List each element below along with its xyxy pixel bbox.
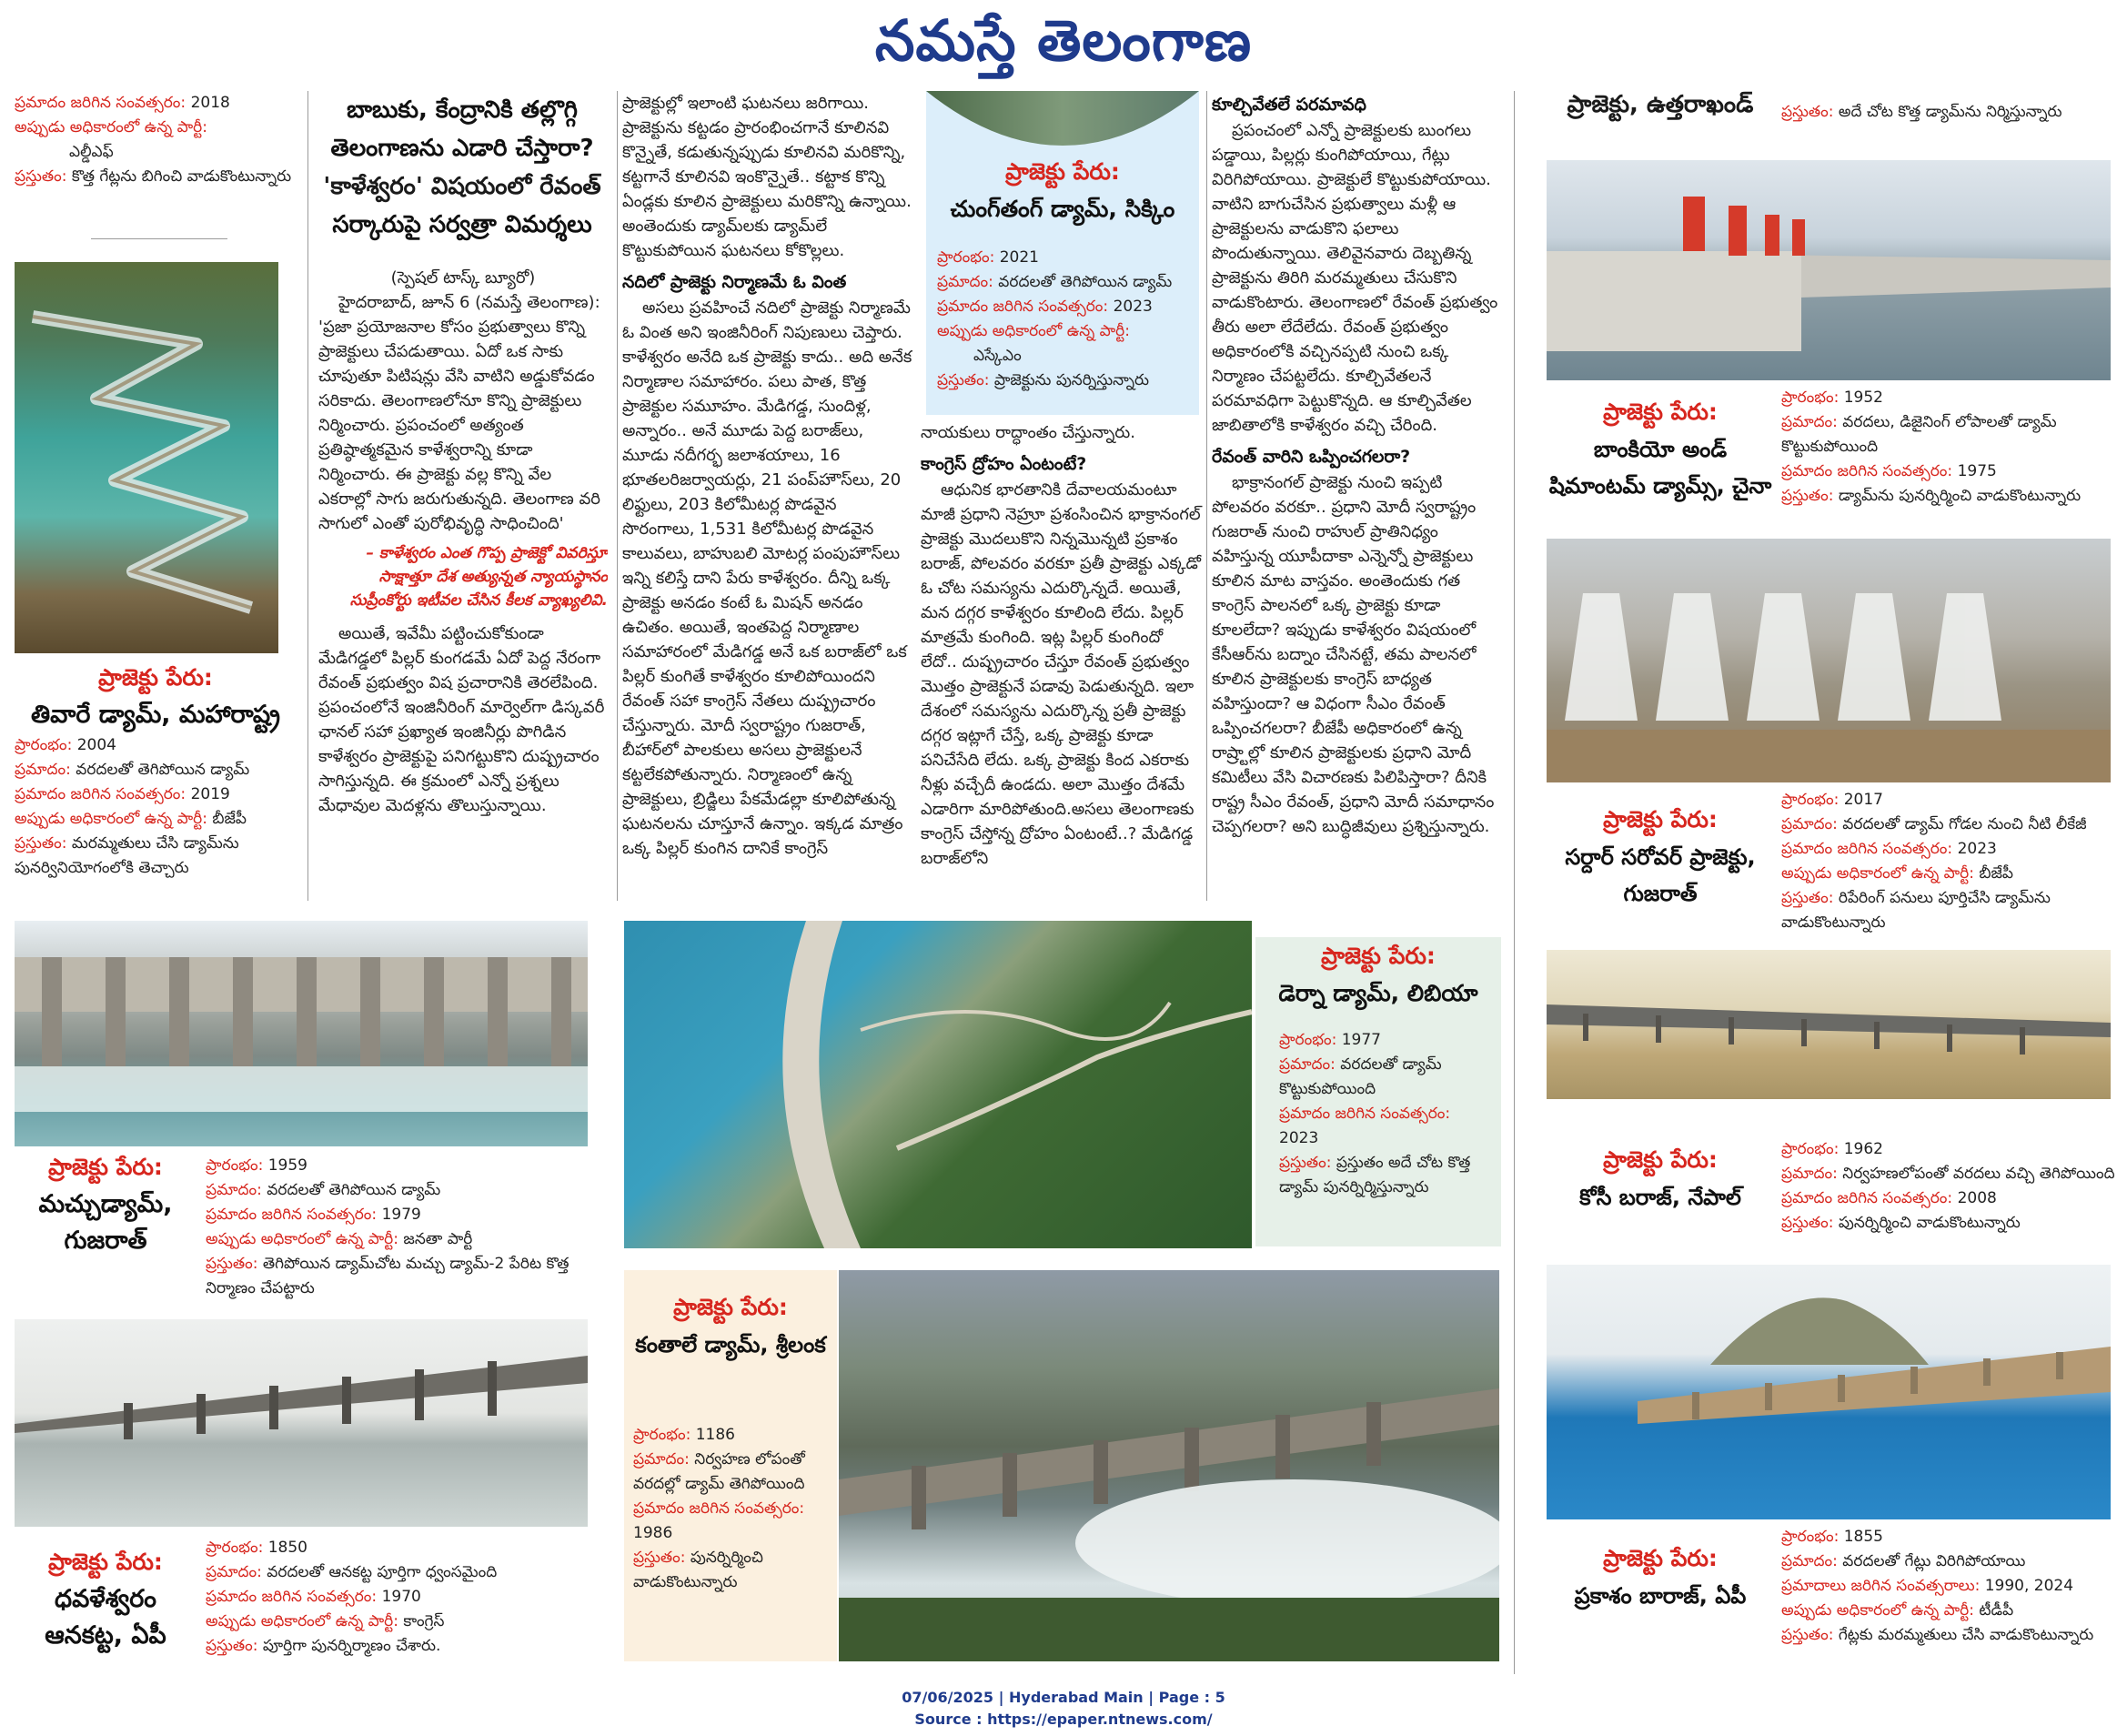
party-value: టీడీపీ bbox=[1979, 1601, 2014, 1620]
column-divider bbox=[307, 91, 308, 901]
accident-value: వరదలతో తెగిపోయిన డ్యామ్ bbox=[76, 761, 250, 779]
article-paragraph: ప్రపంచంలో ఎన్నో ప్రాజెక్టులకు బుంగలు పడ్డాయి, పిల్లర్లు కుంగిపోయాయి, గేట్లు విరిగిపోయాయి. ప్రాజెక్టులే కొట్టుకుపోయాయి. వాటిని బాగుచేసిన ప్రభుత్వాలు మళ్లీ ఆ ప్రాజెక్టులను వాడుకొని ఫలాలు పొందుతున్నాయి. తెలివైనవారు దెబ్బతిన్న ప్రాజెక్టును తిరిగి మరమ్మతులు చేసుకొని వాడుకొంటారు. తెలంగాణలో రేవంత్ ప్రభుత్వం తీరు అలా లేదేలేదు. రేవంత్ ప్రభుత్వం అధికారంలోకి వచ్చినప్పటి నుంచి ఒక్క నిర్మాణం చేపట్టలేదు. కూల్చివేతలనే పరమావధిగా పెట్టుకొన్నది. ఆ కూల్చివేతల జాబితాలోకి కాళేశ్వరం వచ్చి చేరింది. bbox=[1212, 121, 1498, 435]
present-label: ప్రస్తుతం: bbox=[937, 371, 990, 389]
year-label: ప్రమాదాలు జరిగిన సంవత్సరాలు: bbox=[1781, 1577, 1981, 1595]
project-name-label: ప్రాజెక్టు పేరు: bbox=[673, 1294, 788, 1320]
start-label: ప్రారంభం: bbox=[206, 1539, 264, 1557]
start-label: ప్రారంభం: bbox=[937, 248, 995, 267]
prakasam-barrage-photo bbox=[1547, 1265, 2111, 1519]
project-name: మచ్చుడ్యామ్, గుజరాత్ bbox=[38, 1190, 173, 1255]
start-label: ప్రారంభం: bbox=[633, 1426, 691, 1444]
present-value: పూర్తిగా పునర్నిర్మాణం చేశారు. bbox=[262, 1637, 441, 1655]
kantale-info-box bbox=[624, 1270, 837, 1661]
accident-label: ప్రమాదం: bbox=[15, 761, 71, 779]
year-value: 2023 bbox=[1957, 840, 1997, 858]
article-paragraph: హైదరాబాద్, జూన్ 6 (నమస్తే తెలంగాణ): 'ప్రజా ప్రయోజనాల కోసం ప్రభుత్వాలు కొన్ని ప్రాజెక్టులు చేపడుతాయి. ఏదో ఒక సాకు చూపుతూ పిటిషన్లు వేసి వాటిని అడ్డుకోవడం సరికాదు. తెలంగాణలోనూ కొన్ని ప్రాజెక్టులు నిర్మించారు. ప్రపంచంలో అత్యంత ప్రతిష్ఠాత్మకమైన కాళేశ్వరాన్ని కూడా నిర్మించారు. ఈ ప్రాజెక్టు వల్ల కొన్ని వేల ఎకరాల్లో సాగు జరుగుతున్నది. తెలంగాణ వరి సాగులో ఎంతో పురోభివృద్ధి సాధించింది' bbox=[318, 293, 600, 533]
masthead bbox=[0, 4, 2127, 91]
accident-label: ప్రమాదం: bbox=[937, 273, 993, 291]
article-col5 bbox=[1212, 91, 1505, 903]
chungthang-photo bbox=[926, 91, 1199, 146]
start-value: 1959 bbox=[267, 1156, 307, 1175]
accident-value: వరదలతో తెగిపోయిన డ్యామ్ bbox=[267, 1181, 441, 1199]
start-value: 1186 bbox=[695, 1426, 735, 1444]
start-value: 1850 bbox=[267, 1539, 307, 1557]
start-label: ప్రారంభం: bbox=[1279, 1031, 1337, 1049]
article-col2 bbox=[318, 266, 608, 903]
value: 2018 bbox=[190, 94, 230, 112]
accident-label: ప్రమాదం: bbox=[1279, 1055, 1336, 1074]
uttarakhand-snippet bbox=[1547, 87, 2125, 142]
accident-label: ప్రమాదం: bbox=[1781, 815, 1838, 833]
year-value: 2008 bbox=[1957, 1189, 1997, 1207]
party-label: అప్పుడు అధికారంలో ఉన్న పార్టీ: bbox=[206, 1612, 398, 1630]
headline-line-1: బాబుకు, కేంద్రానికి తల్లొగ్గి bbox=[347, 96, 578, 124]
year-label: ప్రమాదం జరిగిన సంవత్సరం: bbox=[633, 1499, 805, 1518]
year-label: ప్రమాదం జరిగిన సంవత్సరం: bbox=[1781, 462, 1953, 480]
subheading: నదిలో ప్రాజెక్టు నిర్మాణమే ఓ వింత bbox=[622, 272, 847, 292]
present-label: ప్రస్తుతం: bbox=[206, 1255, 258, 1273]
dhavaleswaram-photo bbox=[15, 1319, 588, 1527]
project-name-label: ప్రాజెక్టు పేరు: bbox=[1603, 806, 1718, 833]
present-value: రిపేరింగ్ పనులు పూర్తిచేసి డ్యామ్‌ను వాడుకొంటున్నారు bbox=[1781, 889, 2051, 932]
project-name: తివారే డ్యామ్, మహారాష్ట్ర bbox=[30, 701, 281, 729]
article-paragraph: ఆధునిక భారతానికి దేవాలయమంటూ మాజీ ప్రధాని నెహ్రూ ప్రశంసించిన భాక్రానంగల్ ప్రాజెక్టు మొదలుకొని నిన్నమొన్నటి ప్రకాశం బరాజ్, పోలవరం వరకూ ప్రతీ ప్రాజెక్టు ఎక్కడో ఓ చోట సమస్యను ఎదుర్కొన్నదే. అయితే, మన దగ్గర కాళేశ్వరం కూలింది లేదు. పిల్లర్ మాత్రమే కుంగింది. ఇట్ల పిల్లర్ కుంగిందో లేదో.. దుష్ప్రచారం చేస్తూ రేవంత్ ప్రభుత్వం మొత్తం ప్రాజెక్టునే పడావు పెడుతున్నది. ఇలా దేశంలో సమస్యను ఎదుర్కొన్న ప్రతీ ప్రాజెక్టు దగ్గర ఇట్లాగే చేస్తే, ఒక్క ప్రాజెక్టు కూడా పనిచేసేది లేదు. ఒక్క ప్రాజెక్టు కింద ఎకరాకు నీళ్లు వచ్చేదీ ఉండదు. అలా మొత్తం దేశమే ఎడారిగా మారిపోతుంది.అసలు తెలంగాణకు కాంగ్రెస్ చేస్తోన్న ద్రోహం ఏంటంటే..? మేడిగడ్డ బరాజ్‌లోని bbox=[921, 480, 1202, 868]
year-value: 1975 bbox=[1957, 462, 1997, 480]
present-value: ప్రస్తుతం అదే చోట కొత్త డ్యామ్ పునర్నిర్మిస్తున్నారు bbox=[1279, 1154, 1471, 1196]
project-name-label: ప్రాజెక్టు పేరు: bbox=[1005, 158, 1120, 185]
article-paragraph: అసలు ప్రవహించే నదిలో ప్రాజెక్టు నిర్మాణమే ఓ వింత అని ఇంజినీరింగ్ నిపుణులు చెప్తారు. కాళేశ్వరం అనేది ఒక ప్రాజెక్టు కాదు.. అది అనేక నిర్మాణాల సమాహారం. పలు పాత, కొత్త ప్రాజెక్టుల సమూహం. మేడిగడ్డ, సుందిళ్ల, అన్నారం.. అనే మూడు పెద్ద బరాజ్‌లు, మూడు నదీగర్భ జలాశయాలు, 16 భూతలరిజర్వాయర్లు, 21 పంప్‌హౌస్‌లు, 20 లిఫ్టులు, 203 కిలోమీటర్ల పొడవైన సొరంగాలు, 1,531 కిలోమీటర్ల పొడవైన కాలువలు, బాహుబలి మోటర్ల పంపుహౌస్‌లు ఇన్ని కలిస్తే దాని పేరు కాళేశ్వరం. దీన్ని ఒక్క ప్రాజెక్టు అనడం కంటే ఓ మిషన్ అనడం ఉచితం. అయితే, ఇంతపెద్ద నిర్మాణాల సమాహారంలో మేడిగడ్డ అనే ఒక బరాజ్‌లో ఒక పిల్లర్ కుంగితే కాళేశ్వరం కూలిపోయిందని రేవంత్ సహా కాంగ్రెస్ నేతలు దుష్ప్రచారం చేస్తున్నారు. మోదీ స్వరాష్ట్రం గుజరాత్, బీహార్‌లో పాలకులు అసలు ప్రాజెక్టులనే కట్టలేకపోతున్నారు. నిర్మాణంలో ఉన్న ప్రాజెక్టులు, బ్రిడ్జిలు పేకమేడల్లా కూలిపోతున్న ఘటనలను చూస్తూనే ఉన్నాం. ఇక్కడ మాత్రం ఒక్క పిల్లర్ కుంగిన దానికే కాంగ్రెస్ bbox=[622, 298, 912, 858]
subheading: రేవంత్ వారిని ఒప్పించగలరా? bbox=[1212, 447, 1411, 467]
project-name: డెర్నా డ్యామ్, లిబియా bbox=[1278, 980, 1478, 1006]
project-name: ధవళేశ్వరం ఆనకట్ట, ఏపీ bbox=[45, 1585, 166, 1650]
derna-info-box bbox=[1255, 937, 1501, 1246]
dhavaleswaram-info-box bbox=[15, 1536, 588, 1672]
subheading: కూల్చివేతలే పరమావధి bbox=[1212, 95, 1366, 115]
article-col4-lower bbox=[921, 420, 1203, 903]
accident-label: ప్రమాదం: bbox=[206, 1181, 262, 1199]
start-label: ప్రారంభం: bbox=[15, 736, 73, 754]
start-value: 1962 bbox=[1843, 1140, 1883, 1158]
start-value: 1952 bbox=[1843, 389, 1883, 407]
accident-value: వరదలు, డిజైనింగ్ లోపాలతో డ్యామ్ కొట్టుకుపోయింది bbox=[1781, 413, 2057, 456]
start-label: ప్రారంభం: bbox=[206, 1156, 264, 1175]
accident-value: వరదలతో గేట్లు విరిగిపోయాయి bbox=[1842, 1552, 2026, 1570]
pull-quote: – కాళేశ్వరం ఎంత గొప్ప ప్రాజెక్టో వివరిస్తూ సాక్షాత్తూ దేశ అత్యున్నత న్యాయస్థానం సుప్రీంకోర్టు ఇటీవల చేసిన కీలక వ్యాఖ్యలివి. bbox=[349, 544, 608, 610]
year-value: 1990, 2024 bbox=[1984, 1577, 2074, 1595]
party-value: ఎస్కేఎం bbox=[973, 347, 1022, 365]
column-divider bbox=[1206, 91, 1207, 901]
start-value: 1855 bbox=[1843, 1528, 1883, 1546]
accident-value: వరదలతో డ్యామ్ కొట్టుకుపోయింది bbox=[1279, 1055, 1442, 1098]
party-label: అప్పుడు అధికారంలో ఉన్న పార్టీ: bbox=[937, 322, 1130, 340]
present-label: ప్రస్తుతం: bbox=[633, 1549, 686, 1567]
party-value: బీజేపీ bbox=[212, 810, 247, 828]
year-label: ప్రమాదం జరిగిన సంవత్సరం: bbox=[937, 298, 1109, 316]
accident-value: నిర్వహణ లోపంతో వరదల్లో డ్యామ్ తెగిపోయింది bbox=[633, 1450, 805, 1493]
col1-top-info bbox=[15, 91, 297, 237]
start-value: 1977 bbox=[1341, 1031, 1381, 1049]
year-value: 1970 bbox=[381, 1588, 421, 1606]
year-label: ప్రమాదం జరిగిన సంవత్సరం: bbox=[206, 1588, 378, 1606]
column-divider bbox=[1514, 91, 1515, 1674]
present-label: ప్రస్తుతం: bbox=[1781, 1626, 1834, 1644]
headline-line-2: తెలంగాణను ఎడారి చేస్తారా? bbox=[330, 135, 594, 162]
start-label: ప్రారంభం: bbox=[1781, 389, 1840, 407]
accident-label: ప్రమాదం: bbox=[1781, 1552, 1838, 1570]
year-label: ప్రమాదం జరిగిన సంవత్సరం: bbox=[206, 1206, 378, 1224]
party-label: అప్పుడు అధికారంలో ఉన్న పార్టీ: bbox=[15, 810, 207, 828]
present-value: తెగిపోయిన డ్యామ్‌చోట మచ్చు డ్యామ్-2 పేరిట కొత్త నిర్మాణం చేపట్టారు bbox=[206, 1255, 570, 1297]
project-name-label: ప్రాజెక్టు పేరు: bbox=[98, 664, 213, 691]
project-name-tail: ప్రాజెక్టు, ఉత్తరాఖండ్ bbox=[1567, 91, 1754, 118]
column-divider bbox=[617, 91, 618, 901]
article-paragraph: భాక్రానంగల్ ప్రాజెక్టు నుంచి ఇప్పటి పోలవరం వరకూ.. ప్రధాని మోదీ స్వరాష్ట్రం గుజరాత్ నుంచి రాహుల్ ప్రాతినిధ్యం వహిస్తున్న యూపీదాకా ఎన్నెన్నో ప్రాజెక్టులు కూలిన మాట వాస్తవం. అంతెందుకు గత కాంగ్రెస్ పాలనలో ఒక్క ప్రాజెక్టు కూడా కూలలేదా? ఇప్పుడు కాళేశ్వరం విషయంలో కేసీఆర్‌ను బద్నాం చేసినట్టే, తమ పాలనలో కూలిన ప్రాజెక్టులకు కాంగ్రెస్ బాధ్యత వహిస్తుందా? ఆ విధంగా సీఎం రేవంత్ ఒప్పించగలరా? బీజేపీ అధికారంలో ఉన్న రాష్ర్టాల్లో కూలిన ప్రాజెక్టులకు ప్రధాని మోదీ కమిటీలు వేసి విచారణకు పిలిపిస్తారా? దీనికి రాష్ట్ర సీఎం రేవంత్, ప్రధాని మోదీ సమాధానం చెప్పగలరా? అని బుద్ధిజీవులు ప్రశ్నిస్తున్నారు. bbox=[1212, 473, 1495, 836]
kantale-dam-photo bbox=[839, 1270, 1499, 1661]
present-label: ప్రస్తుతం: bbox=[206, 1637, 258, 1655]
project-name-label: ప్రాజెక్టు పేరు: bbox=[48, 1549, 163, 1575]
present-value: పునర్నిర్మించి వాడుకొంటున్నారు bbox=[633, 1549, 763, 1591]
headline-box bbox=[317, 91, 608, 253]
accident-label: ప్రమాదం: bbox=[206, 1563, 262, 1581]
present-value: ప్రాజెక్టును పునర్నిస్తున్నారు bbox=[993, 371, 1150, 389]
project-name: సర్దార్ సరోవర్ ప్రాజెక్టు, గుజరాత్ bbox=[1565, 844, 1756, 906]
present-value: పునర్నిర్మించి వాడుకొంటున్నారు bbox=[1838, 1214, 2021, 1232]
year-value: 2023 bbox=[1279, 1129, 1319, 1147]
start-label: ప్రారంభం: bbox=[1781, 1140, 1840, 1158]
machhu-info-box bbox=[15, 1154, 588, 1299]
present-label: ప్రస్తుతం: bbox=[1781, 487, 1834, 505]
banqiao-dam-photo bbox=[1547, 160, 2111, 380]
year-value: 1986 bbox=[633, 1524, 673, 1542]
headline-line-3: 'కాళేశ్వరం' విషయంలో రేవంత్ bbox=[323, 173, 601, 200]
kosi-barrage-photo bbox=[1547, 950, 2111, 1099]
project-name-label: ప్రాజెక్టు పేరు: bbox=[48, 1154, 163, 1180]
sardar-sarovar-info-box bbox=[1547, 788, 2125, 934]
year-label: ప్రమాదం జరిగిన సంవత్సరం: bbox=[1279, 1105, 1451, 1123]
project-name-label: ప్రాజెక్టు పేరు: bbox=[1321, 943, 1436, 969]
value: కొత్త గేట్లను బిగించి వాడుకొంటున్నారు bbox=[71, 167, 292, 186]
present-label: ప్రస్తుతం: bbox=[15, 834, 67, 853]
byline: (స్పెషల్ టాస్క్ బ్యూరో) bbox=[390, 268, 536, 288]
label: ప్రస్తుతం: bbox=[15, 167, 67, 186]
accident-value: వరదలతో ఆనకట్ట పూర్తిగా ధ్వంసమైంది bbox=[267, 1563, 498, 1581]
label: ప్రమాదం జరిగిన సంవత్సరం: bbox=[15, 94, 186, 112]
present-value: గేట్లకు మరమ్మతులు చేసి వాడుకొంటున్నారు bbox=[1838, 1626, 2094, 1644]
sardar-sarovar-photo bbox=[1547, 539, 2111, 782]
project-name-label: ప్రాజెక్టు పేరు: bbox=[1603, 1545, 1718, 1571]
start-value: 2017 bbox=[1843, 791, 1883, 809]
start-label: ప్రారంభం: bbox=[1781, 1528, 1840, 1546]
start-value: 2004 bbox=[76, 736, 116, 754]
present-value: అదే చోట కొత్త డ్యామ్‌ను నిర్మిస్తున్నారు bbox=[1838, 103, 2062, 121]
article-paragraph: నాయకులు రాద్ధాంతం చేస్తున్నారు. bbox=[921, 423, 1136, 442]
accident-label: ప్రమాదం: bbox=[633, 1450, 690, 1469]
present-label: ప్రస్తుతం: bbox=[1781, 1214, 1834, 1232]
value: ఎల్డీఎఫ్ bbox=[69, 143, 114, 161]
year-value: 2019 bbox=[190, 785, 230, 803]
machhu-dam-photo bbox=[15, 921, 588, 1146]
footer-date-line: 07/06/2025 | Hyderabad Main | Page : 5 bbox=[902, 1689, 1225, 1706]
start-value: 2021 bbox=[999, 248, 1039, 267]
year-label: ప్రమాదం జరిగిన సంవత్సరం: bbox=[15, 785, 186, 803]
present-label: ప్రస్తుతం: bbox=[1781, 889, 1834, 907]
year-label: ప్రమాదం జరిగిన సంవత్సరం: bbox=[1781, 1189, 1953, 1207]
party-value: బీజేపీ bbox=[1979, 864, 2014, 883]
party-label: అప్పుడు అధికారంలో ఉన్న పార్టీ: bbox=[1781, 864, 1974, 883]
tiware-info-box bbox=[15, 664, 297, 901]
headline-line-4: సర్కారుపై సర్వత్రా విమర్శలు bbox=[332, 211, 592, 238]
project-name: ప్రకాశం బారాజ్, ఏపీ bbox=[1574, 1583, 1747, 1609]
article-col3 bbox=[622, 91, 913, 903]
present-label: ప్రస్తుతం: bbox=[1781, 103, 1834, 121]
year-value: 2023 bbox=[1113, 298, 1153, 316]
chungthang-box bbox=[926, 91, 1199, 415]
article-paragraph: అయితే, ఇవేమీ పట్టించుకోకుండా మేడిగడ్డలో పిల్లర్ కుంగడమే ఏదో పెద్ద నేరంగా రేవంత్ ప్రభుత్వం విష ప్రచారానికి తెరలేపింది. ప్రపంచంలోనే ఇంజినీరింగ్ మార్వెల్‌గా డిస్కవరీ ఛానల్ సహా ప్రఖ్యాత ఇంజినీర్లు పొగిడిన కాళేశ్వరం ప్రాజెక్టుపై పనిగట్టుకొని దుష్ప్రచారం సాగిస్తున్నది. ఈ క్రమంలో ఎన్నో ప్రశ్నలు మేధావుల మెదళ్లను తొలుస్తున్నాయి. bbox=[318, 624, 605, 815]
label: అప్పుడు అధికారంలో ఉన్న పార్టీ: bbox=[15, 118, 207, 136]
accident-label: ప్రమాదం: bbox=[1781, 1165, 1838, 1183]
project-name: కోసీ బరాజ్, నేపాల్ bbox=[1579, 1185, 1741, 1210]
party-value: జనతా పార్టీ bbox=[403, 1230, 473, 1248]
present-value: డ్యామ్‌ను పునర్నిర్మించి వాడుకొంటున్నారు bbox=[1838, 487, 2082, 505]
project-name: బాంకియో అండ్ షిమాంటమ్ డ్యామ్స్, చైనా bbox=[1548, 437, 1772, 499]
project-name-label: ప్రాజెక్టు పేరు: bbox=[1603, 399, 1718, 425]
party-value: కాంగ్రెస్ bbox=[403, 1612, 445, 1630]
project-name: చుంగ్‌తంగ్ డ్యామ్, సిక్కిం bbox=[950, 196, 1175, 222]
derna-dam-photo bbox=[624, 921, 1252, 1248]
project-name: కంతాలే డ్యామ్, శ్రీలంక bbox=[635, 1332, 826, 1358]
accident-value: వరదలతో తెగిపోయిన డ్యామ్ bbox=[998, 273, 1173, 291]
newspaper-title: నమస్తే తెలంగాణ bbox=[874, 7, 1253, 74]
banqiao-info-box bbox=[1547, 386, 2125, 522]
footer-source-line: Source : https://epaper.ntnews.com/ bbox=[914, 1711, 1213, 1728]
article-paragraph: ప్రాజెక్టుల్లో ఇలాంటి ఘటనలు జరిగాయి. ప్రాజెక్టును కట్టడం ప్రారంభించగానే కూలినవి కొన్నైతే, కడుతున్నప్పుడు కూలినవి మరికొన్ని, కట్టగానే కూలినవి ఇంకొన్నైతే.. కట్టాక కొన్ని ఏండ్లకు కూలిన ప్రాజెక్టులు మరికొన్ని ఉన్నాయి. అంతెందుకు డ్యామ్‌లకు డ్యామ్‌లే కొట్టుకుపోయిన ఘటనలు కోకొల్లలు. bbox=[622, 94, 912, 260]
accident-label: ప్రమాదం: bbox=[1781, 413, 1838, 431]
accident-value: నిర్వహణలోపంతో వరదలు వచ్చి తెగిపోయింది bbox=[1842, 1165, 2115, 1183]
subheading: కాంగ్రెస్ ద్రోహం ఏంటంటే? bbox=[921, 454, 1087, 474]
party-label: అప్పుడు అధికారంలో ఉన్న పార్టీ: bbox=[206, 1230, 398, 1248]
tiware-dam-photo bbox=[15, 262, 278, 653]
year-label: ప్రమాదం జరిగిన సంవత్సరం: bbox=[1781, 840, 1953, 858]
present-value: మరమ్మతులు చేసి డ్యామ్‌ను పునర్వినియోగంలోకి తెచ్చారు bbox=[15, 834, 239, 877]
divider bbox=[91, 238, 227, 239]
present-label: ప్రస్తుతం: bbox=[1279, 1154, 1332, 1172]
year-value: 1979 bbox=[381, 1206, 421, 1224]
kosi-info-box bbox=[1547, 1137, 2125, 1256]
prakasam-info-box bbox=[1547, 1525, 2125, 1670]
party-label: అప్పుడు అధికారంలో ఉన్న పార్టీ: bbox=[1781, 1601, 1974, 1620]
start-label: ప్రారంభం: bbox=[1781, 791, 1840, 809]
accident-value: వరదలతో డ్యామ్ గోడల నుంచి నీటి లీకేజీ bbox=[1842, 815, 2087, 833]
project-name-label: ప్రాజెక్టు పేరు: bbox=[1603, 1146, 1718, 1173]
